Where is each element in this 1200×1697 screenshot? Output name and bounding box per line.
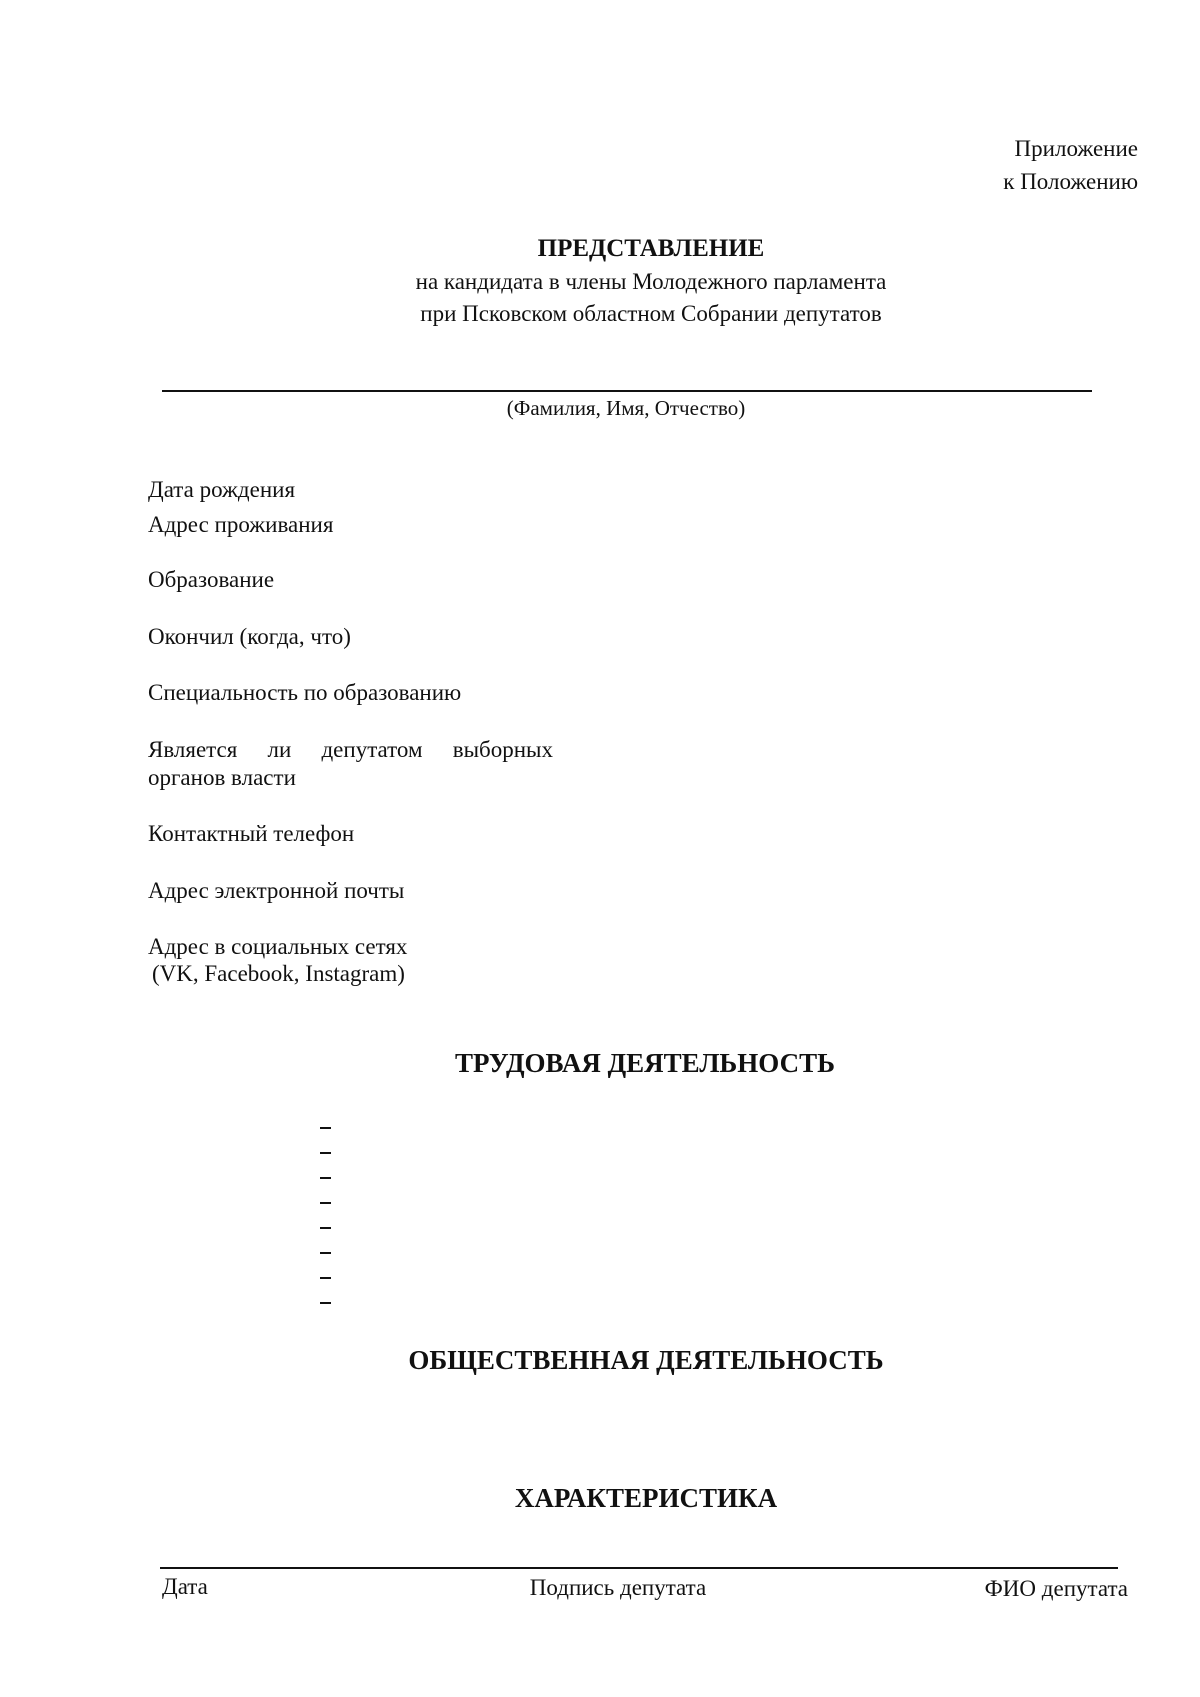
appendix-label: Приложение	[1014, 136, 1138, 161]
field-email: Адрес электронной почты	[148, 878, 405, 903]
field-birth-date: Дата рождения	[148, 477, 296, 502]
work-list-dash	[320, 1177, 331, 1179]
appendix-reference: к Положению	[1003, 169, 1138, 194]
field-residence-address: Адрес проживания	[148, 512, 334, 537]
field-social-cont: (VK, Facebook, Instagram)	[152, 961, 405, 986]
work-list-dash	[320, 1252, 331, 1254]
footer-deputy-name: ФИО депутата	[984, 1576, 1128, 1601]
field-specialty: Специальность по образованию	[148, 680, 462, 705]
field-phone: Контактный телефон	[148, 821, 355, 846]
work-list-dash	[320, 1152, 331, 1154]
section-characteristic-heading: ХАРАКТЕРИСТИКА	[514, 1483, 778, 1513]
work-list-dash	[320, 1302, 331, 1304]
footer-signature: Подпись депутата	[529, 1575, 707, 1600]
field-is-deputy: Является ли депутатом выборных	[148, 737, 553, 762]
work-list-dash	[320, 1127, 331, 1129]
name-underline	[162, 390, 1092, 392]
field-social: Адрес в социальных сетях	[148, 934, 408, 959]
field-is-deputy-cont: органов власти	[148, 765, 296, 790]
section-public-heading: ОБЩЕСТВЕННАЯ ДЕЯТЕЛЬНОСТЬ	[408, 1345, 884, 1375]
section-work-heading: ТРУДОВАЯ ДЕЯТЕЛЬНОСТЬ	[455, 1048, 835, 1078]
work-list-dash	[320, 1227, 331, 1229]
field-graduated: Окончил (когда, что)	[148, 624, 351, 649]
signature-line	[160, 1567, 1118, 1569]
field-education: Образование	[148, 567, 275, 592]
work-list-dash	[320, 1277, 331, 1279]
name-caption: (Фамилия, Имя, Отчество)	[506, 396, 746, 420]
work-list-dash	[320, 1202, 331, 1204]
document-title: ПРЕДСТАВЛЕНИЕ	[537, 235, 765, 262]
document-subtitle-line1: на кандидата в члены Молодежного парламента	[415, 269, 887, 294]
document-subtitle-line2: при Псковском областном Собрании депутатов	[420, 301, 882, 326]
footer-date: Дата	[162, 1574, 208, 1599]
